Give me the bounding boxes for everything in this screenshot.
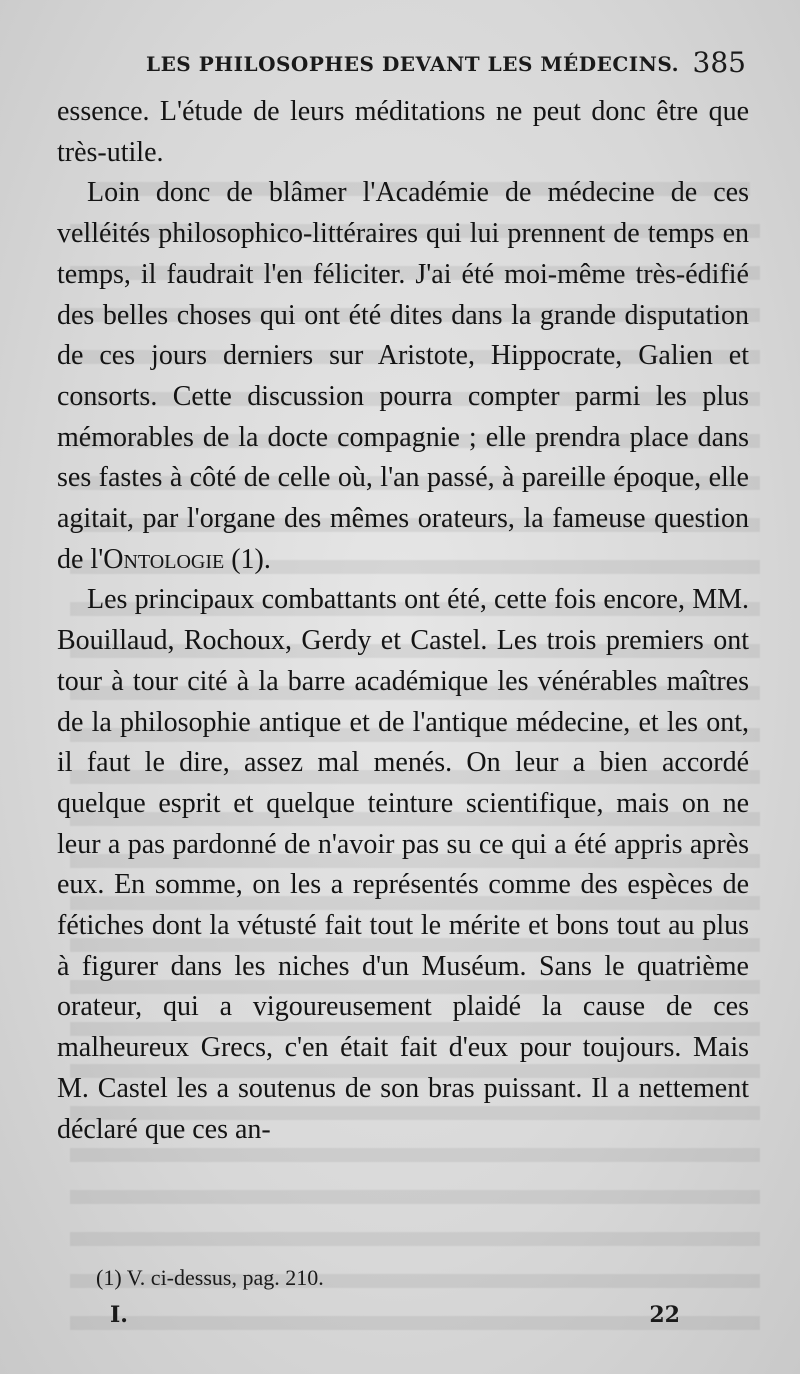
ontologie-smallcaps: Ontologie bbox=[103, 543, 225, 575]
footnote: (1) V. ci-dessus, pag. 210. bbox=[96, 1265, 324, 1290]
paragraph-1-text: essence. L'étude de leurs méditations ne peut donc être que très-utile. bbox=[57, 96, 749, 168]
signature-mark-left: I. bbox=[110, 1302, 128, 1328]
page-number: 385 bbox=[692, 46, 746, 79]
running-header bbox=[146, 46, 746, 80]
paragraph-2 bbox=[57, 173, 749, 580]
signature-mark-right: 22 bbox=[649, 1302, 680, 1328]
body-text bbox=[57, 92, 749, 1150]
paragraph-3-text: Les principaux combattants ont été, cette fois encore, MM. Bouillaud, Rochoux, Gerdy et Castel. Les trois premiers ont tour à tour cité à la barre académique les vénérables maîtres de la philosophie antique et de l'antique médecine, et les ont, il faut le dire, assez mal menés. On leur a bien accordé quelque esprit et quelque teinture scientifique, mais on ne leur a pas pardonné de n'avoir pas su ce qui a été appris après eux. En somme, on les a représentés comme des espèces de fétiches dont la vétusté fait tout le mérite et bons tout au plus à figurer dans les niches d'un Muséum. Sans le quatrième orateur, qui a vigoureusement plaidé la cause de ces malheureux Grecs, c'en était fait d'eux pour toujours. Mais M. Castel les a soutenus de son bras puissant. Il a nettement déclaré que ces an- bbox=[57, 584, 749, 1145]
paragraph-3 bbox=[57, 580, 749, 1150]
paragraph-1 bbox=[57, 92, 749, 173]
footnote-ref: (1). bbox=[224, 543, 271, 575]
paragraph-2-text: Loin donc de blâmer l'Académie de médecine de ces velléités philosophico-littéraires qui lui prennent de temps en temps, il faudrait l'en féliciter. J'ai été moi-même très-édifié des belles choses qui ont été dites dans la grande disputation de ces jours derniers sur Aristote, Hippocrate, Galien et consorts. Cette discussion pourra compter parmi les plus mémorables de la docte compagnie ; elle prendra place dans ses fastes à côté de celle où, l'an passé, à pareille époque, elle agitait, par l'organe des mêmes orateurs, la fameuse question de l' bbox=[57, 177, 749, 575]
running-title: LES PHILOSOPHES DEVANT LES MÉDECINS. bbox=[146, 52, 680, 76]
